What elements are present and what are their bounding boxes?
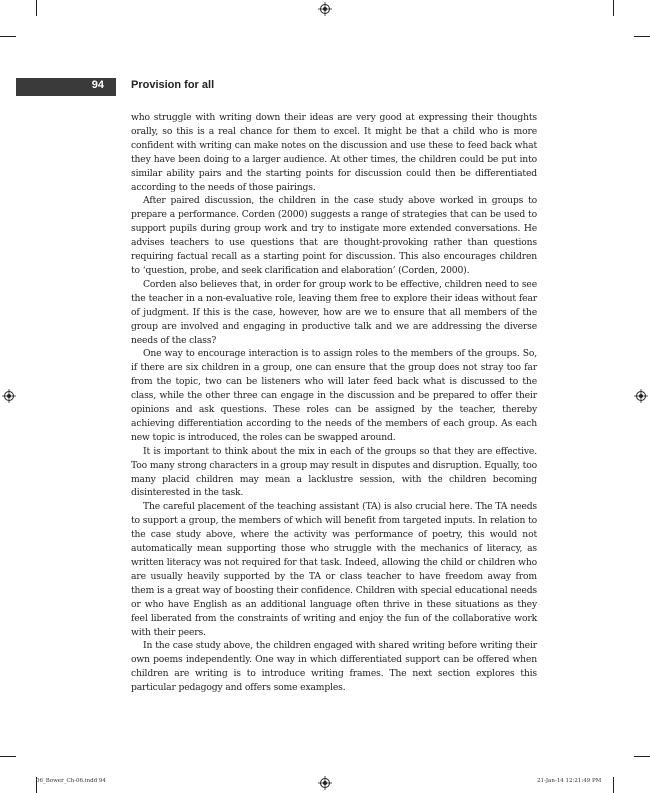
paragraph: One way to encourage interaction is to assign roles to the members of the groups. So, if there are six children in a group, one can ensure that the group does not stray too far from the topic, two can be listeners who will later feed back what is discussed to the class, while the other three can engage in the discussion and be prepared to offer their opinions and ask questions. These roles can be assigned by the teacher, thereby achieving differentiation according to the needs of the members of each group. As each new topic is introduced, the roles can be swapped around. <box>131 348 537 443</box>
paragraph: The careful placement of the teaching assistant (TA) is also crucial here. The TA needs to support a group, the members of which will benefit from targeted inputs. In relation to the case study above, where the activity was performance of poetry, this would not automatically mean supporting those who struggle with the mechanics of literacy, as written literacy was not required for that task. Indeed, allowing the child or children who are usually heavily supported by the TA or class teacher to have freedom away from them is a great way of boosting their confidence. Children with special educational needs or who have English as an additional language often thrive in these situations as they feel liberated from the constraints of writing and enjoy the fun of the collaborative work with their peers. <box>131 501 537 638</box>
crop-mark <box>0 36 16 37</box>
crop-mark <box>613 0 614 16</box>
body-text <box>131 111 537 695</box>
crop-mark <box>634 756 650 757</box>
paragraph: In the case study above, the children engaged with shared writing before writing their own poems independently. One way in which differentiated support can be offered when children are writing is to introduce writing frames. The next section explores this particular pedagogy and offers some examples. <box>131 640 537 694</box>
registration-mark-icon <box>634 389 648 403</box>
crop-mark <box>0 756 16 757</box>
slug-filename: 06_Bower_Ch-06.indd 94 <box>36 778 106 784</box>
registration-mark-icon <box>2 389 16 403</box>
registration-mark-icon <box>318 2 332 16</box>
crop-mark <box>613 777 614 793</box>
registration-mark-icon <box>318 776 332 790</box>
paragraph: who struggle with writing down their ideas are very good at expressing their thoughts orally, so this is a real chance for them to excel. It might be that a child who is more confident with writing can make notes on the discussion and use these to feed back what they have been doing to a larger audience. At other times, the children could be put into similar ability pairs and the starting points for discussion could then be differentiated according to the needs of those pairings. <box>131 112 537 193</box>
running-head: Provision for all <box>131 79 215 91</box>
crop-mark <box>634 36 650 37</box>
page-number-tab <box>16 78 116 96</box>
paragraph: It is important to think about the mix in each of the groups so that they are effective. Too many strong characters in a group may result in disputes and disruption. Equally, too many placid children may mean a lacklustre session, with the children becoming disinterested in the task. <box>131 445 537 499</box>
page-number: 94 <box>91 79 104 91</box>
paragraph: Corden also believes that, in order for group work to be effective, children need to see the teacher in a non-evaluative role, leaving them free to explore their ideas without fear of judgment. If this is the case, however, how are we to ensure that all members of the group are involved and engaging in productive talk and we are addressing the diverse needs of the class? <box>131 278 537 346</box>
paragraph: After paired discussion, the children in the case study above worked in groups to prepare a performance. Corden (2000) suggests a range of strategies that can be used to support pupils during group work and try to instigate more extended conversations. He advises teachers to use questions that are thought-provoking rather than questions requiring factual recall as a starting point for discussion. This also encourages children to ‘question, probe, and seek clarification and elaboration’ (Corden, 2000). <box>131 195 537 276</box>
crop-mark <box>36 0 37 16</box>
slug-timestamp: 21-Jan-14 12:21:49 PM <box>537 778 602 784</box>
